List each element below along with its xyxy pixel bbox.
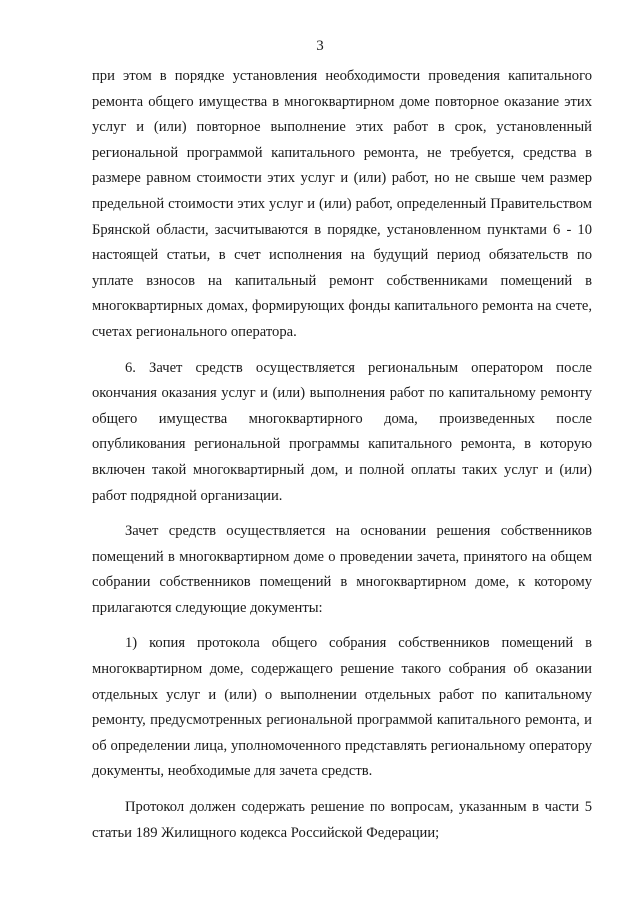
document-body [92, 64, 592, 846]
paragraph-offset-basis: Зачет средств осуществляется на основании решения собственников помещений в многоквартирном доме о проведении зачета, принятого на общем собрании собственников помещений в многоквартирном доме, к которому прилагаются следующие документы: [92, 523, 592, 616]
paragraph-subitem-1: 1) копия протокола общего собрания собственников помещений в многоквартирном доме, содержащего решение такого собрания об оказании отдельных услуг и (или) о выполнении отдельных работ по капитальному ремонту, предусмотренных региональной программой капитального ремонта, и об определении лица, уполномоченного представлять региональному оператору документы, необходимые для зачета средств. [92, 635, 592, 780]
page-number: 3 [316, 38, 324, 54]
paragraph-protocol-requirement: Протокол должен содержать решение по вопросам, указанным в части 5 статьи 189 Жилищного кодекса Российской Федерации; [92, 799, 592, 841]
paragraph-continuation: при этом в порядке установления необходимости проведения капитального ремонта общего имущества в многоквартирном доме повторное оказание этих услуг и (или) повторное выполнение этих работ в срок, установленный региональной программой капитального ремонта, не требуется, средства в размере равном стоимости этих услуг и (или) работ, но не свыше чем размер предельной стоимости этих услуг и (или) работ, определенный Правительством Брянской области, засчитываются в порядке, установленном пунктами 6 - 10 настоящей статьи, в счет исполнения на будущий период обязательств по уплате взносов на капитальный ремонт собственниками помещений в многоквартирных домах, формирующих фонды капитального ремонта на счете, счетах регионального оператора. [92, 68, 592, 340]
paragraph-item-6: 6. Зачет средств осуществляется региональным оператором после окончания оказания услуг и (или) выполнения работ по капитальному ремонту общего имущества многоквартирного дома, произведенных после опубликования региональной программы капитального ремонта, в которую включен такой многоквартирный дом, и полной оплаты таких услуг и (или) работ подрядной организации. [92, 359, 592, 504]
